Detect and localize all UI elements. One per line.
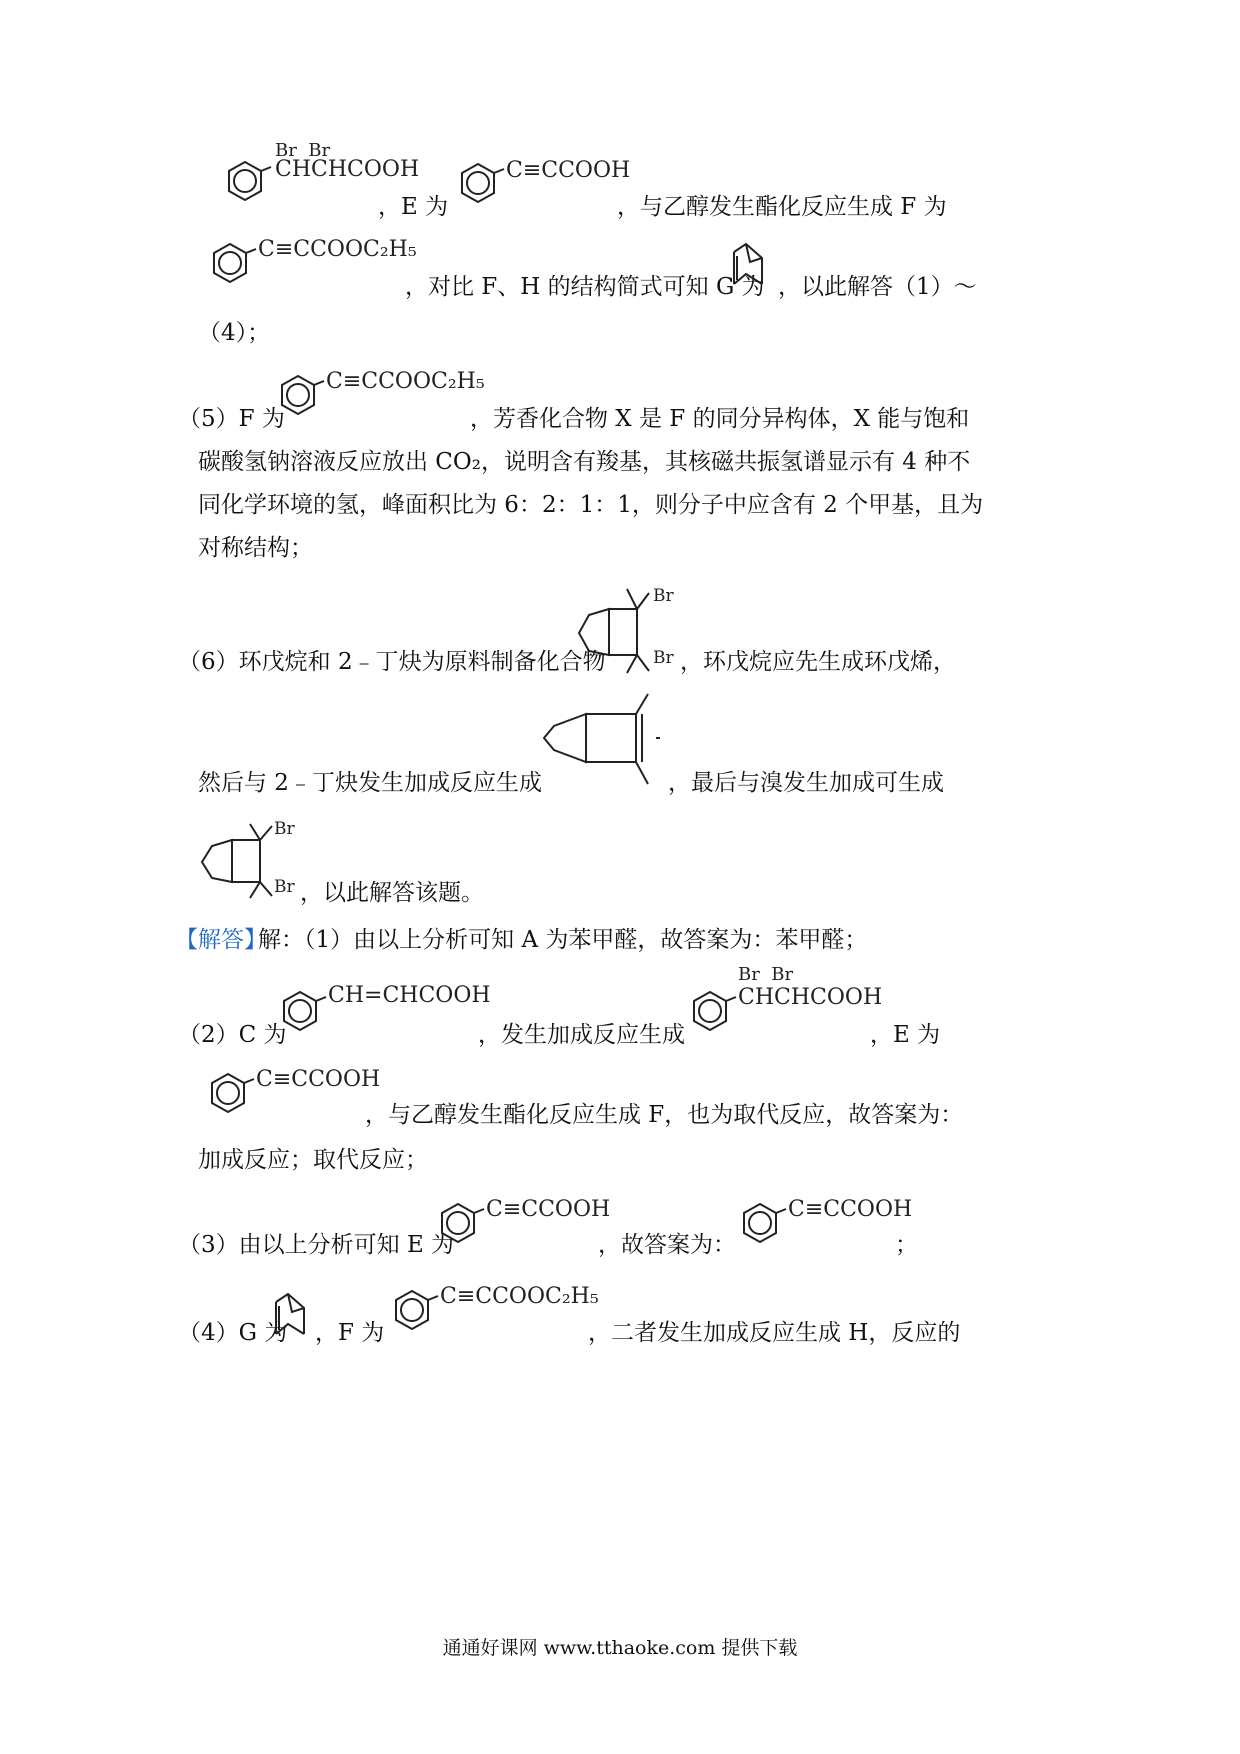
answer-4-text-a: （4）G 为 [178, 1320, 288, 1346]
dibromo-acid-br-labels-2: Br Br [738, 964, 794, 985]
answer-3-text-a: （3）由以上分析可知 E 为 [178, 1232, 455, 1258]
answer-2-text-a: （2）C 为 [178, 1022, 287, 1048]
phenylpropiolic-acid-main: C≡CCOOH [506, 158, 631, 183]
bromine-label-4: Br [274, 877, 295, 897]
answer-4-text-c: ，二者发生加成反应生成 H，反应的 [588, 1320, 961, 1346]
answer-2-text-b: ，发生加成反应生成 [478, 1022, 685, 1048]
ethyl-ester-main-3: C≡CCOOC₂H₅ [440, 1284, 599, 1309]
answer-tag: 【解答】 [175, 927, 267, 953]
dibromo-acid-structure-2 [680, 962, 883, 1042]
answer-2-text-e: 加成反应；取代反应； [198, 1147, 428, 1173]
cinnamic-acid-structure [270, 978, 491, 1048]
page-footer: 通通好课网 www.tthaoke.com 提供下载 [442, 1637, 798, 1659]
bromine-label-2: Br [653, 648, 674, 668]
p6-line-3: ，以此解答该题。 [300, 880, 484, 906]
p3-text: （4）； [198, 320, 271, 346]
ethyl-ester-structure-1 [200, 228, 440, 308]
bromine-label-1: Br [653, 586, 674, 606]
answer-line-1: 解：（1）由以上分析可知 A 为苯甲醛，故答案为：苯甲醛； [258, 927, 868, 953]
answer-2-text-c: ，E 为 [870, 1022, 941, 1048]
p5-line-4: 对称结构； [198, 535, 313, 561]
p1-text-1: ，E 为 [378, 194, 449, 220]
bicyclic-alkene-structure [540, 688, 670, 793]
phenylpropiolic-acid-main-3: C≡CCOOH [486, 1197, 611, 1222]
bromine-label-3: Br [274, 819, 295, 839]
dibromo-acid-br-labels: Br Br [275, 140, 331, 161]
p1-text-2: ，与乙醇发生酯化反应生成 F 为 [617, 194, 947, 220]
ethyl-ester-main-2: C≡CCOOC₂H₅ [326, 369, 485, 394]
p5-line-3: 同化学环境的氢，峰面积比为 6：2：1：1，则分子中应含有 2 个甲基，且为 [198, 492, 984, 518]
cinnamic-acid-main: CH=CHCOOH [328, 983, 491, 1008]
p5-text-1: （5）F 为 [178, 406, 285, 432]
ethyl-ester-structure-3 [382, 1275, 622, 1355]
dibromo-acid-main-2: CHCHCOOH [738, 985, 883, 1010]
answer-2-text-d: ，与乙醇发生酯化反应生成 F，也为取代反应，故答案为： [365, 1102, 964, 1128]
p6-line-2b: ，最后与溴发生加成可生成 [668, 770, 944, 796]
p5-text-2: ，芳香化合物 X 是 F 的同分异构体，X 能与饱和 [470, 406, 970, 432]
p6-text-2: ，环戊烷应先生成环戊烯， [680, 649, 956, 675]
p6-text-1: （6）环戊烷和 2﹣丁炔为原料制备化合物 [178, 649, 606, 675]
p6-line-2a: 然后与 2﹣丁炔发生加成反应生成 [198, 770, 542, 796]
p2-text-1: ，对比 F、H 的结构简式可知 G 为 [405, 274, 765, 300]
norbornadiene-structure-1 [728, 240, 778, 292]
dibromo-acid-main: CHCHCOOH [275, 157, 420, 182]
answer-4-text-b: ，F 为 [315, 1320, 385, 1346]
ethyl-ester-main-1: C≡CCOOC₂H₅ [258, 237, 417, 262]
norbornadiene-structure-2 [270, 1290, 320, 1342]
p2-text-2: ，以此解答（1）～ [778, 274, 977, 300]
dibromo-bicyclic-structure-2 [198, 820, 308, 900]
answer-3-text-b: ，故答案为： [598, 1232, 736, 1258]
phenylpropiolic-acid-main-4: C≡CCOOH [788, 1197, 913, 1222]
phenylpropiolic-acid-main-2: C≡CCOOH [256, 1067, 381, 1092]
dibromo-bicyclic-structure-1 [575, 585, 685, 675]
p5-line-2: 碳酸氢钠溶液反应放出 CO₂，说明含有羧基，其核磁共振氢谱显示有 4 种不 [198, 449, 971, 475]
answer-3-text-c: ； [895, 1232, 918, 1258]
